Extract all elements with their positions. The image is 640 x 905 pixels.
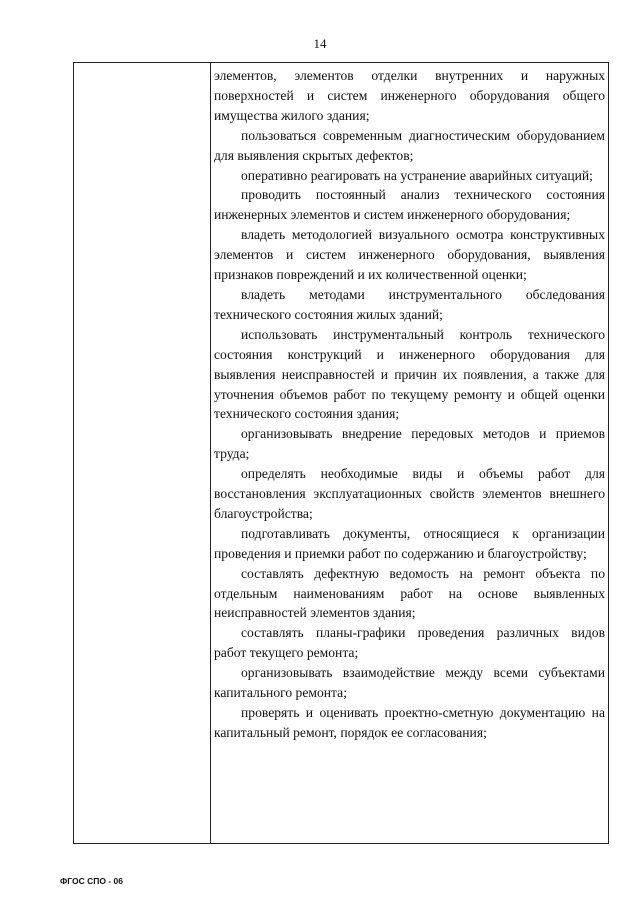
paragraph-item: организовывать взаимодействие между всеми субъектами капитального ремонта; — [214, 665, 605, 701]
paragraph-item: проводить постоянный анализ технического состояния инженерных элементов и систем инженерного оборудования; — [214, 187, 605, 223]
paragraph-item: владеть методами инструментального обследования технического состояния жилых зданий; — [214, 286, 605, 322]
requirements-table — [73, 62, 609, 844]
paragraph-item: оперативно реагировать на устранение аварийных ситуаций; — [241, 167, 593, 183]
paragraph-item: использовать инструментальный контроль технического состояния конструкций и инженерного оборудования для выявления неисправностей и причин их появления, а также для уточнения объемов работ по текущему ремонту и общей оценки технического состояния здания; — [214, 326, 605, 422]
paragraph-item: проверять и оценивать проектно-сметную документацию на капитальный ремонт, порядок ее согласования; — [214, 705, 605, 740]
paragraph-item: составлять дефектную ведомость на ремонт объекта по отдельным наименованиям работ на основе выявленных неисправностей элементов здания; — [214, 565, 605, 621]
paragraph-continuation: элементов, элементов отделки внутренних и наружных поверхностей и систем инженерного оборудования общего имущества жилого здания; — [214, 68, 605, 123]
paragraph-item: организовывать внедрение передовых методов и приемов труда; — [214, 426, 605, 462]
footer-label: ФГОС СПО - 06 — [60, 876, 123, 886]
paragraph-item: владеть методологией визуального осмотра конструктивных элементов и систем инженерного оборудования, выявления признаков повреждений и их количественной оценки; — [214, 227, 605, 283]
column-divider — [210, 63, 211, 843]
page-number: 14 — [313, 36, 327, 51]
paragraph-item: составлять планы-графики проведения различных видов работ текущего ремонта; — [214, 625, 605, 661]
paragraph-item: пользоваться современным диагностическим оборудованием для выявления скрытых дефектов; — [214, 127, 605, 163]
table-cell-content — [214, 66, 605, 743]
paragraph-item: определять необходимые виды и объемы работ для восстановления эксплуатационных свойств элементов внешнего благоустройства; — [214, 466, 605, 521]
paragraph-item: подготавливать документы, относящиеся к организации проведения и приемки работ по содержанию и благоустройству; — [214, 525, 605, 561]
